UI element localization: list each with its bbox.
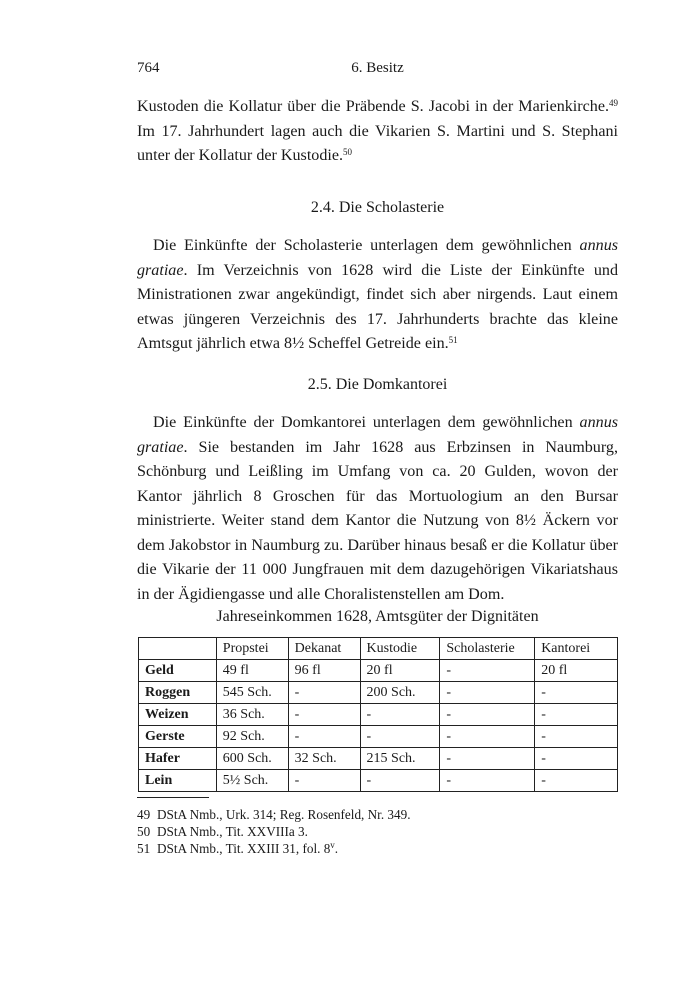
table-caption: Jahreseinkommen 1628, Amtsgüter der Dignitäten <box>216 608 539 625</box>
income-table <box>138 637 618 792</box>
footnote-text: DStA Nmb., Urk. 314; Reg. Rosenfeld, Nr. 349. <box>157 807 411 822</box>
table-cell: - <box>360 704 440 726</box>
footnote-number: 51 <box>137 841 151 856</box>
table-cell: 32 Sch. <box>288 748 360 770</box>
table-cell: - <box>440 660 535 682</box>
latin-term: annus gratiae <box>137 237 618 279</box>
section-heading-domkantorei: 2.5. Die Domkantorei <box>307 376 448 393</box>
column-header: Scholasterie <box>440 638 535 660</box>
table-cell: 545 Sch. <box>216 682 288 704</box>
table-cell: - <box>535 748 618 770</box>
footnote-ref-49[interactable]: 49 <box>609 98 618 109</box>
table-cell: - <box>535 704 618 726</box>
table-cell: - <box>535 726 618 748</box>
footnote-tail: . <box>334 841 339 856</box>
table-cell: 5½ Sch. <box>216 770 288 792</box>
section-domkantorei <box>137 411 618 607</box>
row-label: Weizen <box>139 704 217 726</box>
table-cell: - <box>360 726 440 748</box>
paragraph-text: Kustoden die Kollatur über die Präbende S. Jacobi in der Marienkirche. <box>137 98 609 115</box>
table-cell: - <box>535 682 618 704</box>
table-row <box>139 682 618 704</box>
row-label: Roggen <box>139 682 217 704</box>
table-header-corner <box>139 638 217 660</box>
table-cell: 92 Sch. <box>216 726 288 748</box>
footnote-51 <box>137 840 618 857</box>
page-number: 764 <box>137 60 160 76</box>
table-row <box>139 660 618 682</box>
footnote-number: 49 <box>137 807 151 822</box>
section-scholasterie <box>137 234 618 357</box>
paragraph-text: . Im Verzeichnis von 1628 wird die Liste der Einkünfte und Ministrationen zwar angekündigt, findet sich aber nirgends. Laut einem etwas jüngeren Verzeichnis des 17. Jahrhunderts brachte das kleine Amtsgut jährlich etwa 8½ Scheffel Getreide ein. <box>137 261 618 352</box>
table-header-row <box>139 638 618 660</box>
table-cell: 215 Sch. <box>360 748 440 770</box>
table-cell: 49 fl <box>216 660 288 682</box>
paragraph-text: Die Einkünfte der Scholasterie unterlagen dem gewöhnlichen <box>153 237 580 254</box>
table-cell: - <box>360 770 440 792</box>
table-cell: - <box>440 704 535 726</box>
footnote-text: DStA Nmb., Tit. XXIII 31, fol. 8 <box>157 841 331 856</box>
footnote-50 <box>137 823 618 840</box>
table-cell: - <box>440 770 535 792</box>
latin-term: annus gratiae <box>137 414 618 456</box>
table-row <box>139 704 618 726</box>
footnote-superscript: v <box>330 840 335 851</box>
table-row <box>139 726 618 748</box>
table-cell: 96 fl <box>288 660 360 682</box>
column-header: Propstei <box>216 638 288 660</box>
footnote-separator <box>137 797 209 798</box>
table-cell: - <box>288 770 360 792</box>
row-label: Gerste <box>139 726 217 748</box>
table-cell: - <box>288 682 360 704</box>
row-label: Geld <box>139 660 217 682</box>
footnote-ref-50[interactable]: 50 <box>343 147 353 158</box>
paragraph-text: Im 17. Jahrhundert lagen auch die Vikarien S. Martini und S. Stephani unter der Kollatur der Kustodie. <box>137 122 618 164</box>
footnote-text: DStA Nmb., Tit. XXVIIIa 3. <box>157 824 308 839</box>
paragraph-scholasterie <box>137 234 618 357</box>
table-cell: 20 fl <box>360 660 440 682</box>
table-cell: - <box>440 682 535 704</box>
continuation-paragraph <box>137 95 618 169</box>
table-cell: - <box>440 726 535 748</box>
table-cell: 200 Sch. <box>360 682 440 704</box>
column-header: Kustodie <box>360 638 440 660</box>
table-row <box>139 770 618 792</box>
footnotes <box>137 806 618 857</box>
section-heading-scholasterie: 2.4. Die Scholasterie <box>310 199 445 216</box>
paragraph-text: . Sie bestanden im Jahr 1628 aus Erbzinsen in Naumburg, Schönburg und Leißling im Umfang von ca. 20 Gulden, wovon der Kantor jährlich 8 Groschen für das Mortuologium an den Bursar ministrierte. Weiter stand dem Kantor die Nutzung von 8½ Äckern vor dem Jakobstor in Naumburg zu. Darüber hinaus besaß er die Kollatur über die Vikarie der 11 000 Jungfrauen mit dem dazugehörigen Vikariatshaus in der Ägidiengasse und alle Choralistenstellen am Dom. <box>137 438 618 603</box>
table-cell: - <box>288 726 360 748</box>
footnote-49 <box>137 806 618 823</box>
column-header: Dekanat <box>288 638 360 660</box>
table-cell: - <box>288 704 360 726</box>
paragraph-kustodie-end <box>137 95 618 169</box>
table-cell: - <box>440 748 535 770</box>
row-label: Lein <box>139 770 217 792</box>
table-cell: 600 Sch. <box>216 748 288 770</box>
footnote-ref-51[interactable]: 51 <box>448 335 458 346</box>
table-cell: 36 Sch. <box>216 704 288 726</box>
paragraph-text: Die Einkünfte der Domkantorei unterlagen dem gewöhnlichen <box>153 414 580 431</box>
row-label: Hafer <box>139 748 217 770</box>
footnote-number: 50 <box>137 824 151 839</box>
table-cell: 20 fl <box>535 660 618 682</box>
paragraph-domkantorei <box>137 411 618 607</box>
table-cell: - <box>535 770 618 792</box>
page-header <box>137 60 618 82</box>
running-head: 6. Besitz <box>351 60 404 76</box>
table-row <box>139 748 618 770</box>
column-header: Kantorei <box>535 638 618 660</box>
